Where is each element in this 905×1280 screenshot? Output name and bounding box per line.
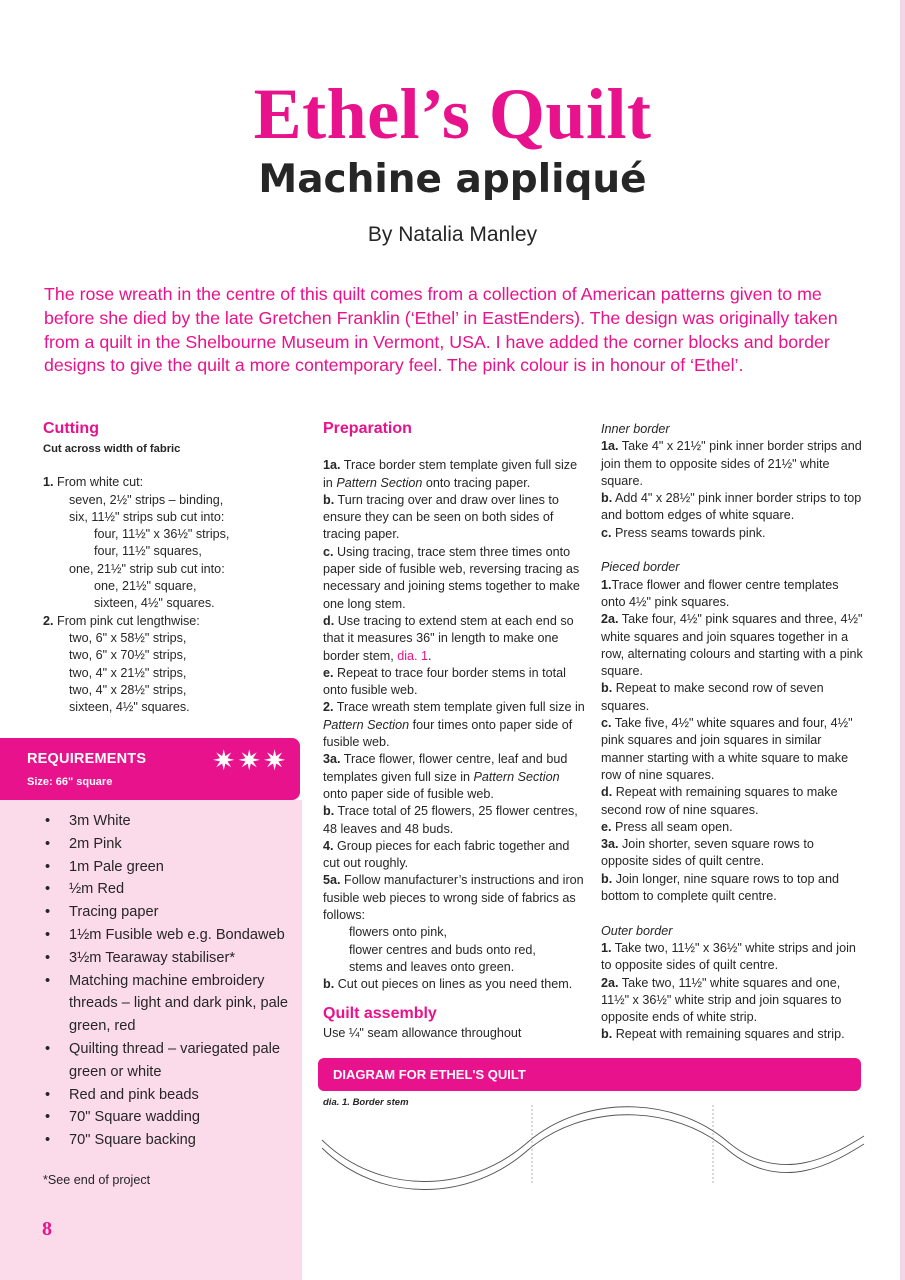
requirement-item: • Matching machine embroidery threads – light and dark pink, pale green, red — [43, 970, 293, 1038]
step: d. Use tracing to extend stem at each end so that it measures 36" in length to make one border stem, dia. 1. — [323, 613, 574, 663]
cutting-section — [43, 418, 301, 716]
cutting-line: sixteen, 4½" squares. — [94, 596, 215, 611]
step: 1.Trace flower and flower centre templates onto 4½" pink squares. — [601, 577, 839, 609]
cutting-item-2: 2. From pink cut lengthwise: — [43, 613, 200, 628]
step: b. Add 4" x 28½" pink inner border strips to top and bottom edges of white square. — [601, 491, 862, 523]
requirement-item: • 1m Pale green — [43, 856, 293, 879]
star-burst-icon: ✷✷✷ — [212, 745, 289, 776]
step: b. Repeat with remaining squares and strip. — [601, 1027, 845, 1042]
step: 1. Take two, 11½" x 36½" white strips and join to opposite sides of quilt centre. — [601, 940, 856, 973]
step: 1a. Trace border stem template given full size in Pattern Section onto tracing paper. — [323, 458, 578, 490]
preparation-heading: Preparation — [323, 420, 412, 437]
page-number: 8 — [42, 1218, 52, 1240]
cutting-line: four, 11½" squares, — [94, 544, 202, 559]
border-stem-diagram — [318, 1100, 866, 1190]
outer-border-heading: Outer border — [601, 923, 673, 938]
pieced-border-heading: Pieced border — [601, 560, 680, 575]
cutting-line: one, 21½" square, — [94, 579, 197, 594]
step-subitem: stems and leaves onto green. — [349, 959, 515, 974]
step: 2a. Take four, 4½" pink squares and three, 4½" white squares and join squares together in a row, alternating colours and starting with a pink square. — [601, 612, 863, 679]
requirements-footnote: *See end of project — [43, 1173, 151, 1187]
step: e. Press all seam open. — [601, 819, 733, 834]
cutting-line: two, 6" x 70½" strips, — [69, 648, 187, 663]
cutting-subheading: Cut across width of fabric — [43, 443, 181, 455]
cutting-heading: Cutting — [43, 420, 99, 437]
step: e. Repeat to trace four border stems in total onto fusible web. — [323, 665, 566, 698]
requirement-item: • Quilting thread – variegated pale green or white — [43, 1038, 293, 1084]
stem-outline-bottom — [322, 1115, 864, 1190]
step: c. Take five, 4½" white squares and four, 4½" pink squares and join squares in similar manner starting with a white square to make row of nine squares. — [601, 716, 853, 782]
requirement-item: • 1½m Fusible web e.g. Bondaweb — [43, 924, 293, 947]
diagram-label: dia. 1. Border stem — [323, 1097, 409, 1108]
cutting-line: seven, 2½" strips – binding, — [69, 492, 224, 507]
step: 2a. Take two, 11½" white squares and one, 11½" x 36½" white strip and join squares to opposite ends of white strip. — [601, 975, 842, 1025]
cutting-line: sixteen, 4½" squares. — [69, 700, 190, 715]
step: c. Using tracing, trace stem three times onto paper side of fusible web, reversing tracing as necessary and joining stems together to make one long stem. — [323, 544, 580, 611]
step: b. Turn tracing over and draw over lines to ensure they can be seen on both sides of tracing paper. — [323, 492, 559, 542]
requirement-item: • 3½m Tearaway stabiliser* — [43, 947, 293, 970]
step: b. Cut out pieces on lines as you need them. — [323, 977, 573, 992]
requirement-item: • Red and pink beads — [43, 1084, 293, 1107]
diagram-reference-link[interactable]: dia. 1 — [397, 648, 429, 663]
step: 2. Trace wreath stem template given full size in Pattern Section four times onto paper side of fusible web. — [323, 700, 585, 750]
step: 5a. Follow manufacturer’s instructions and iron fusible web pieces to wrong side of fabrics as follows: — [323, 873, 584, 923]
page-subtitle: Machine appliqué — [258, 157, 647, 202]
requirements-list — [43, 810, 293, 1152]
borders-section — [601, 421, 863, 1044]
page-title: Ethel’s Quilt — [253, 74, 652, 154]
requirement-item: • 3m White — [43, 810, 293, 833]
cutting-line: four, 11½" x 36½" strips, — [94, 527, 230, 542]
requirement-item: • 2m Pink — [43, 833, 293, 856]
cutting-line: two, 6" x 58½" strips, — [69, 630, 187, 645]
step: 3a. Join shorter, seven square rows to opposite sides of quilt centre. — [601, 837, 814, 869]
requirements-title: REQUIREMENTS — [27, 751, 147, 767]
inner-border-heading: Inner border — [601, 422, 670, 436]
assembly-heading: Quilt assembly — [323, 1004, 437, 1022]
step: b. Join longer, nine square rows to top and bottom to complete quilt centre. — [601, 871, 840, 904]
stem-outline-top — [322, 1107, 864, 1182]
cutting-line: one, 21½" strip sub cut into: — [69, 561, 225, 576]
step: 4. Group pieces for each fabric together and cut out roughly. — [323, 838, 570, 871]
preparation-section — [323, 418, 585, 1042]
requirement-item: • 70" Square backing — [43, 1129, 293, 1152]
step: 1a. Take 4" x 21½" pink inner border strips and join them to opposite sides of 21½" white square. — [601, 439, 862, 488]
diagram-header: DIAGRAM FOR ETHEL'S QUILT — [318, 1058, 861, 1091]
requirement-item: • ½m Red — [43, 878, 293, 901]
assembly-text: Use ¼" seam allowance throughout — [323, 1025, 522, 1040]
requirement-item: • Tracing paper — [43, 901, 293, 924]
cutting-line: two, 4" x 28½" strips, — [69, 682, 187, 697]
step: 3a. Trace flower, flower centre, leaf and bud templates given full size in Pattern Section onto paper side of fusible web. — [323, 752, 568, 801]
author-byline: By Natalia Manley — [367, 223, 538, 246]
step-subitem: flowers onto pink, — [349, 925, 448, 940]
step: c. Press seams towards pink. — [601, 525, 766, 540]
intro-paragraph: The rose wreath in the centre of this quilt comes from a collection of American patterns given to me before she died by the late Gretchen Franklin (‘Ethel’ in EastEnders). The design was originally taken from a quilt in the Shelbourne Museum in Vermont, USA. I have added the corner blocks and border designs to give the quilt a more contemporary feel. The pink colour is in honour of ‘Ethel’. — [44, 284, 838, 376]
requirements-size: Size: 66" square — [27, 776, 113, 788]
requirements-header — [0, 738, 300, 800]
step: b. Repeat to make second row of seven squares. — [601, 681, 824, 713]
cutting-line: six, 11½" strips sub cut into: — [69, 509, 225, 524]
requirement-item: • 70" Square wadding — [43, 1106, 293, 1129]
step-subitem: flower centres and buds onto red, — [349, 942, 536, 957]
step: d. Repeat with remaining squares to make second row of nine squares. — [601, 785, 838, 817]
cutting-item-1: 1. From white cut: — [43, 475, 144, 490]
cutting-line: two, 4" x 21½" strips, — [69, 665, 187, 680]
step: b. Trace total of 25 flowers, 25 flower centres, 48 leaves and 48 buds. — [323, 804, 578, 836]
